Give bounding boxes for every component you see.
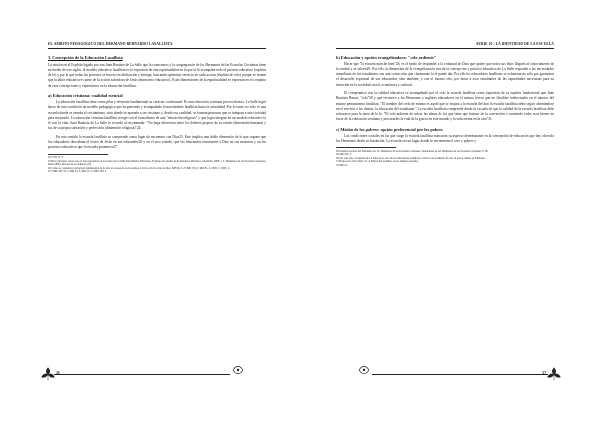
- footnote: 31 Hasta en la obra: Refl. 10, 4. Educación lasallista en los tiempos actuales.: [336, 160, 419, 164]
- section-title: 3. Concepción de la Educación Lasallista: [48, 54, 123, 60]
- paragraph: La misión en el Espíritu legado por san Juan Bautista de La Salle que la conocemos y la congregación de los Hermanos de las Escuelas Cristianas tiene en medio de tres siglos, el modelo educativo lasallista es la expresión de una espiritualidad en la que la fe acompaña todo el proceso educativo (espíritu de fe) y por la que todas los procesos se hacen con dedicación y entrega, buscando optimizar servicio en cada acción (espíritu de celo) porque se asume que la labor educativa es parte de la acción salvadora de Jesús (ministerio educativo). Estas dimensiones de la espiritualidad se expresan en el conjunto de esas concepciones y expresiones en la educación lasallista.: [48, 62, 266, 88]
- paragraph: El compromiso con la calidad educativa va acompañado por el celo la escuela lasallista como expresión de su espíritu fundacional que Juan Bautista Barrai, "celo"30 y que reconoce a los Hermanos y seglares educadores en el mismo fervor que no flexibles intelectuales en el interior del mismo pensamiento lasallista: "El nombre del cielo de mismo es aquel que se inspira a la escuela del don la escuela lasallista debe seguir afirmándose en el servicio a los demás, la educación del estudiante." La escuela lasallista comprende desde la escuela de que la calidad de la escuela lasallista debe reforzarse para la tarea de la fe. "El celo ardiente de salvar las almas de los que tiene que instruir de la conversión o contenido todos esos bienes en favor de la educación cristiana y procurarles la vida de la gracia en este mundo y la vida eterna en la otra"31.: [336, 90, 554, 122]
- page-footer: [48, 368, 266, 382]
- flourish-ornament-icon: [232, 364, 244, 376]
- page-number: 27: [542, 371, 546, 375]
- footnote: 26 Como se considera el principio fundamental de la obra es reconocer en los pobres a Cristo vivo la obra de Dios. MF 96, 3. 27 MR 133, 2; MD 81, 2; 2005, 1; 2005, 2.: [48, 166, 230, 170]
- running-header: EL ÁMBITO PEDAGÓGICO DEL HERMANO BERNARDO LASALLISTA: [48, 42, 266, 49]
- subsection-title: b) Educación y opción evangelizadora: "celo ardiente": [336, 54, 437, 60]
- flourish-ornament-icon: [358, 364, 370, 376]
- paragraph: La educación lasallista tiene como pilar y referente fundamental su carácter confesional. Es una educación cristiana por excelencia. La Salle logró hacer de esta condición un modelo pedagógico que ha generado y acompañado el movimiento lasallista hasta la actualidad. Por lo tanto, no sólo es una escuela donde se enseña el cristianismo, sino donde se aprende a ser cristiano y, desde esa cualidad, se forman personas que se integran a una sociedad para mejorarla. La educación cristiana lasallista recoge con el formalismo de una "educación religiosa" y que logra integrar en un modelo educativo la fe con la vida. Juan Bautista de La Salle lo recordó al recomendar: "No haga diferencia entre los deberes propios de su estado (dimensión humana) y los de su propia salvación y perfección (dimensión religiosa)"24.: [48, 99, 266, 131]
- subsection-title: a) Educación cristiana: cualidad esencial: [48, 92, 123, 98]
- paragraph: Las condiciones sociales en las que surge la escuela lasallista marcaron su aspecto determinante en la concepción de educación que hay ofrecido los Hermanos desde su fundación. La escuela era un lugar donde se encuentran el cero y pobres y: [336, 133, 554, 144]
- footer-rule: [372, 374, 548, 375]
- footnote: 32 MR 12.: [336, 163, 348, 167]
- footer-rule: [54, 374, 230, 375]
- footnote: 25 Hay principios sobre esto en una exposición en la revista de La Salle Movimiento Ediciones. El grupo de estudio de Formadores Marianos, Chorrillos 2008. J. L. Hermanos de las Escuelas Cristianas, Roma 2004. Revista de la tradición (27).: [48, 159, 266, 167]
- right-page: [336, 42, 554, 382]
- footnote: 30 Por otro lado, el espíritu de La Salle no es otro de los educadores lasallistas, el fervor de la misión. El celo al que se refiere el Fundador.: [336, 156, 486, 160]
- page-number: 26: [56, 371, 60, 375]
- running-header: SERIE 10 : LA IDENTIDAD DE LA ESCUELA: [336, 42, 554, 49]
- footnote: 28 Palabras escritas del Fundador en: CL Hermanos de las Escuelas Cristianas. Ordenanzas de los Hermanos de las Escuelas Cristianas 1718.: [336, 149, 489, 153]
- footnote: 29 MR 193, 3.: [336, 153, 352, 157]
- fleuron-ornament-icon: [546, 366, 562, 382]
- paragraph: Hacer que "la escuela marche bien"28, es el modo de responder a la voluntad de Dios que quiere que todos sus hijos lleguen al conocimiento de la verdad y se salven29. Por ello, la dimensión de la evangelización escrita la concepción y práctica educativa de La Salle responde a las necesidades inmediatas de los estudiantes con una convicción que claramente la fe puede dar. Por ello los educadores lasallistas se esfuerzan no sólo por garantizar el desarrollo espiritual de sus educandos, sino también, y con el mismo celo, por dotar a esos estudiantes de las capacidades necesarias para su inserción en la sociedad social, económica y cultural.: [336, 61, 554, 87]
- footnote-rule: [48, 154, 108, 155]
- footnote-rule: [336, 147, 396, 148]
- left-page: [48, 42, 266, 382]
- page-footer: [336, 368, 554, 382]
- subsection-title: c) Misión de los pobres: opción preferencial por los pobres: [336, 126, 443, 132]
- footnote: 24 CTH 53, 8.: [48, 156, 64, 160]
- paragraph: En este sentido la escuela lasallista se comprende como lugar de encuentro con Dios25. Este implica una doble dimensión de lo que supone que los educadores descubran el rostro de Jesús en sus educandos26 y en el otro sentido, que los educandos encuentren a Dios en sus maestros y en los procesos educativos que la escuela promueve27.: [48, 134, 266, 150]
- footnote: 27 CMR. MF 32, 2; MR 23, 3; MR 35, 2; MFA 193, 2.: [48, 170, 107, 174]
